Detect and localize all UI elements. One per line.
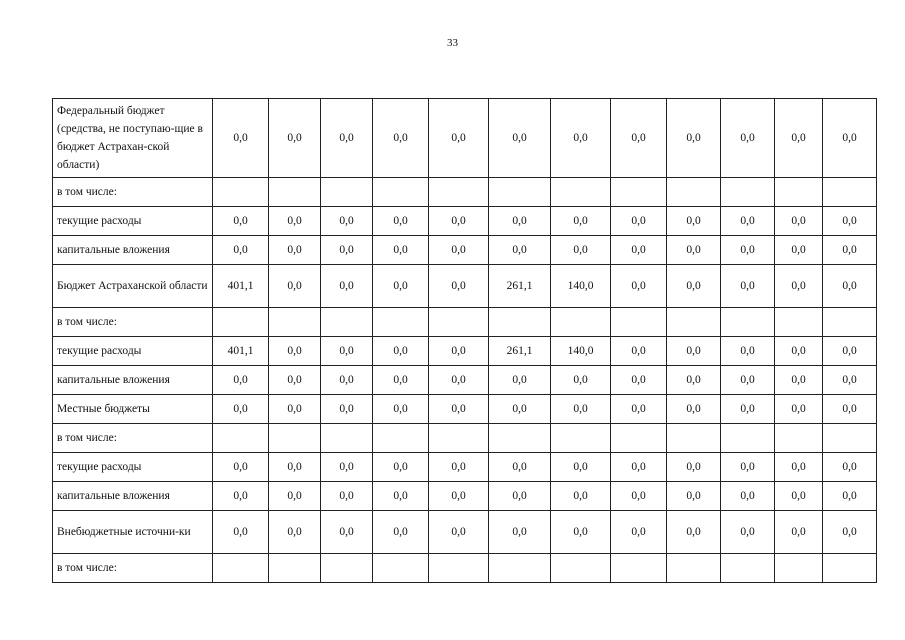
value-cell: 0,0 — [667, 366, 721, 395]
value-cell: 0,0 — [321, 511, 373, 554]
value-cell: 0,0 — [429, 236, 489, 265]
value-cell: 0,0 — [429, 207, 489, 236]
value-cell — [213, 554, 269, 583]
value-cell — [489, 424, 551, 453]
value-cell — [775, 424, 823, 453]
value-cell — [429, 308, 489, 337]
value-cell: 0,0 — [213, 366, 269, 395]
value-cell: 140,0 — [551, 337, 611, 366]
value-cell: 0,0 — [373, 395, 429, 424]
table-row — [53, 178, 877, 207]
value-cell: 0,0 — [429, 99, 489, 178]
value-cell: 0,0 — [213, 482, 269, 511]
row-label: капитальные вложения — [53, 236, 213, 265]
value-cell: 0,0 — [551, 482, 611, 511]
value-cell: 0,0 — [721, 337, 775, 366]
value-cell: 0,0 — [269, 236, 321, 265]
value-cell: 0,0 — [321, 236, 373, 265]
table-row — [53, 482, 877, 511]
value-cell: 0,0 — [489, 207, 551, 236]
row-label: текущие расходы — [53, 207, 213, 236]
table-row — [53, 511, 877, 554]
value-cell — [611, 424, 667, 453]
value-cell: 0,0 — [611, 265, 667, 308]
row-label: текущие расходы — [53, 337, 213, 366]
value-cell: 0,0 — [269, 366, 321, 395]
value-cell: 0,0 — [213, 207, 269, 236]
value-cell: 0,0 — [213, 236, 269, 265]
budget-table — [52, 98, 877, 583]
table-row — [53, 554, 877, 583]
value-cell: 140,0 — [551, 265, 611, 308]
value-cell — [551, 178, 611, 207]
value-cell: 0,0 — [775, 236, 823, 265]
value-cell — [213, 308, 269, 337]
value-cell — [775, 554, 823, 583]
row-label: Бюджет Астраханской области — [53, 265, 213, 308]
row-label: в том числе: — [53, 554, 213, 583]
value-cell — [611, 178, 667, 207]
value-cell: 261,1 — [489, 337, 551, 366]
value-cell: 0,0 — [823, 337, 877, 366]
value-cell — [775, 308, 823, 337]
value-cell — [489, 308, 551, 337]
value-cell: 0,0 — [429, 265, 489, 308]
value-cell: 0,0 — [823, 395, 877, 424]
value-cell: 0,0 — [721, 366, 775, 395]
value-cell: 0,0 — [321, 482, 373, 511]
table-row — [53, 366, 877, 395]
value-cell: 0,0 — [667, 99, 721, 178]
row-label: в том числе: — [53, 308, 213, 337]
value-cell: 0,0 — [321, 395, 373, 424]
value-cell — [667, 554, 721, 583]
value-cell — [823, 178, 877, 207]
value-cell: 0,0 — [611, 511, 667, 554]
value-cell: 0,0 — [489, 395, 551, 424]
value-cell: 0,0 — [611, 482, 667, 511]
table-row — [53, 424, 877, 453]
value-cell: 0,0 — [823, 236, 877, 265]
value-cell: 0,0 — [823, 207, 877, 236]
value-cell: 0,0 — [429, 395, 489, 424]
value-cell — [373, 424, 429, 453]
row-label: текущие расходы — [53, 453, 213, 482]
value-cell — [721, 424, 775, 453]
value-cell: 0,0 — [269, 265, 321, 308]
value-cell: 261,1 — [489, 265, 551, 308]
value-cell — [775, 178, 823, 207]
table-row — [53, 236, 877, 265]
value-cell: 0,0 — [551, 453, 611, 482]
value-cell — [721, 178, 775, 207]
row-label: Внебюджетные источни-ки — [53, 511, 213, 554]
value-cell: 0,0 — [721, 207, 775, 236]
value-cell: 0,0 — [667, 482, 721, 511]
value-cell — [551, 424, 611, 453]
value-cell — [551, 554, 611, 583]
table-row — [53, 395, 877, 424]
value-cell: 0,0 — [611, 366, 667, 395]
table-row — [53, 207, 877, 236]
row-label: капитальные вложения — [53, 366, 213, 395]
table-row — [53, 308, 877, 337]
value-cell: 0,0 — [667, 207, 721, 236]
value-cell: 0,0 — [269, 207, 321, 236]
value-cell: 0,0 — [213, 99, 269, 178]
value-cell: 0,0 — [775, 453, 823, 482]
value-cell: 0,0 — [823, 265, 877, 308]
value-cell — [721, 554, 775, 583]
value-cell — [611, 554, 667, 583]
value-cell: 0,0 — [269, 337, 321, 366]
value-cell — [611, 308, 667, 337]
value-cell: 0,0 — [489, 453, 551, 482]
value-cell: 0,0 — [775, 207, 823, 236]
value-cell: 0,0 — [489, 511, 551, 554]
table-row — [53, 453, 877, 482]
value-cell: 0,0 — [611, 207, 667, 236]
value-cell: 0,0 — [611, 236, 667, 265]
value-cell — [667, 424, 721, 453]
value-cell: 401,1 — [213, 337, 269, 366]
value-cell — [373, 178, 429, 207]
value-cell: 0,0 — [721, 265, 775, 308]
value-cell: 0,0 — [373, 236, 429, 265]
value-cell: 0,0 — [775, 265, 823, 308]
value-cell: 0,0 — [721, 395, 775, 424]
value-cell — [321, 554, 373, 583]
value-cell: 0,0 — [429, 337, 489, 366]
value-cell — [269, 424, 321, 453]
value-cell: 0,0 — [667, 453, 721, 482]
value-cell: 0,0 — [823, 453, 877, 482]
table-row — [53, 337, 877, 366]
value-cell — [321, 178, 373, 207]
value-cell — [429, 554, 489, 583]
value-cell: 0,0 — [667, 511, 721, 554]
value-cell — [373, 308, 429, 337]
value-cell: 0,0 — [429, 511, 489, 554]
value-cell: 0,0 — [775, 366, 823, 395]
row-label: Федеральный бюджет (средства, не поступаю-щие в бюджет Астрахан-ской области) — [53, 99, 213, 178]
value-cell — [213, 178, 269, 207]
value-cell — [823, 424, 877, 453]
value-cell: 0,0 — [321, 453, 373, 482]
value-cell — [489, 178, 551, 207]
value-cell: 0,0 — [823, 511, 877, 554]
value-cell — [721, 308, 775, 337]
value-cell — [489, 554, 551, 583]
row-label: в том числе: — [53, 178, 213, 207]
value-cell: 0,0 — [373, 337, 429, 366]
value-cell: 0,0 — [611, 395, 667, 424]
value-cell: 0,0 — [213, 395, 269, 424]
value-cell: 0,0 — [373, 453, 429, 482]
value-cell: 0,0 — [823, 366, 877, 395]
value-cell: 0,0 — [667, 236, 721, 265]
value-cell: 0,0 — [775, 395, 823, 424]
page-number: 33 — [447, 37, 458, 49]
value-cell: 0,0 — [721, 453, 775, 482]
value-cell: 0,0 — [823, 99, 877, 178]
value-cell — [667, 178, 721, 207]
value-cell: 0,0 — [489, 482, 551, 511]
value-cell: 0,0 — [551, 511, 611, 554]
value-cell: 0,0 — [551, 236, 611, 265]
value-cell — [321, 424, 373, 453]
value-cell: 0,0 — [551, 395, 611, 424]
row-label: в том числе: — [53, 424, 213, 453]
value-cell: 0,0 — [611, 337, 667, 366]
value-cell — [429, 178, 489, 207]
value-cell: 0,0 — [373, 482, 429, 511]
value-cell: 0,0 — [373, 207, 429, 236]
value-cell: 0,0 — [551, 99, 611, 178]
value-cell: 0,0 — [721, 482, 775, 511]
value-cell: 0,0 — [667, 265, 721, 308]
value-cell: 0,0 — [721, 99, 775, 178]
value-cell — [823, 554, 877, 583]
row-label: капитальные вложения — [53, 482, 213, 511]
value-cell: 0,0 — [429, 453, 489, 482]
value-cell: 0,0 — [489, 366, 551, 395]
value-cell: 0,0 — [373, 99, 429, 178]
value-cell: 0,0 — [321, 265, 373, 308]
value-cell — [213, 424, 269, 453]
value-cell: 0,0 — [667, 395, 721, 424]
table-row — [53, 99, 877, 178]
value-cell: 0,0 — [321, 366, 373, 395]
value-cell: 0,0 — [489, 236, 551, 265]
table-body — [53, 99, 877, 583]
value-cell: 0,0 — [373, 366, 429, 395]
value-cell: 0,0 — [775, 511, 823, 554]
value-cell: 0,0 — [429, 482, 489, 511]
value-cell: 0,0 — [611, 453, 667, 482]
value-cell: 0,0 — [489, 99, 551, 178]
value-cell: 0,0 — [721, 511, 775, 554]
value-cell: 0,0 — [269, 453, 321, 482]
value-cell: 0,0 — [269, 395, 321, 424]
value-cell: 0,0 — [213, 511, 269, 554]
value-cell: 0,0 — [823, 482, 877, 511]
value-cell: 0,0 — [321, 337, 373, 366]
value-cell: 0,0 — [551, 366, 611, 395]
value-cell — [823, 308, 877, 337]
value-cell: 0,0 — [667, 337, 721, 366]
value-cell — [321, 308, 373, 337]
value-cell — [551, 308, 611, 337]
value-cell — [373, 554, 429, 583]
value-cell: 0,0 — [321, 207, 373, 236]
value-cell: 0,0 — [373, 265, 429, 308]
value-cell: 0,0 — [373, 511, 429, 554]
value-cell — [269, 178, 321, 207]
value-cell: 401,1 — [213, 265, 269, 308]
value-cell — [269, 308, 321, 337]
value-cell: 0,0 — [269, 511, 321, 554]
table-row — [53, 265, 877, 308]
value-cell: 0,0 — [551, 207, 611, 236]
value-cell: 0,0 — [775, 482, 823, 511]
value-cell: 0,0 — [775, 99, 823, 178]
value-cell: 0,0 — [429, 366, 489, 395]
value-cell: 0,0 — [721, 236, 775, 265]
value-cell: 0,0 — [213, 453, 269, 482]
value-cell: 0,0 — [269, 99, 321, 178]
value-cell: 0,0 — [269, 482, 321, 511]
value-cell: 0,0 — [611, 99, 667, 178]
value-cell — [429, 424, 489, 453]
value-cell: 0,0 — [775, 337, 823, 366]
row-label: Местные бюджеты — [53, 395, 213, 424]
value-cell: 0,0 — [321, 99, 373, 178]
value-cell — [269, 554, 321, 583]
value-cell — [667, 308, 721, 337]
